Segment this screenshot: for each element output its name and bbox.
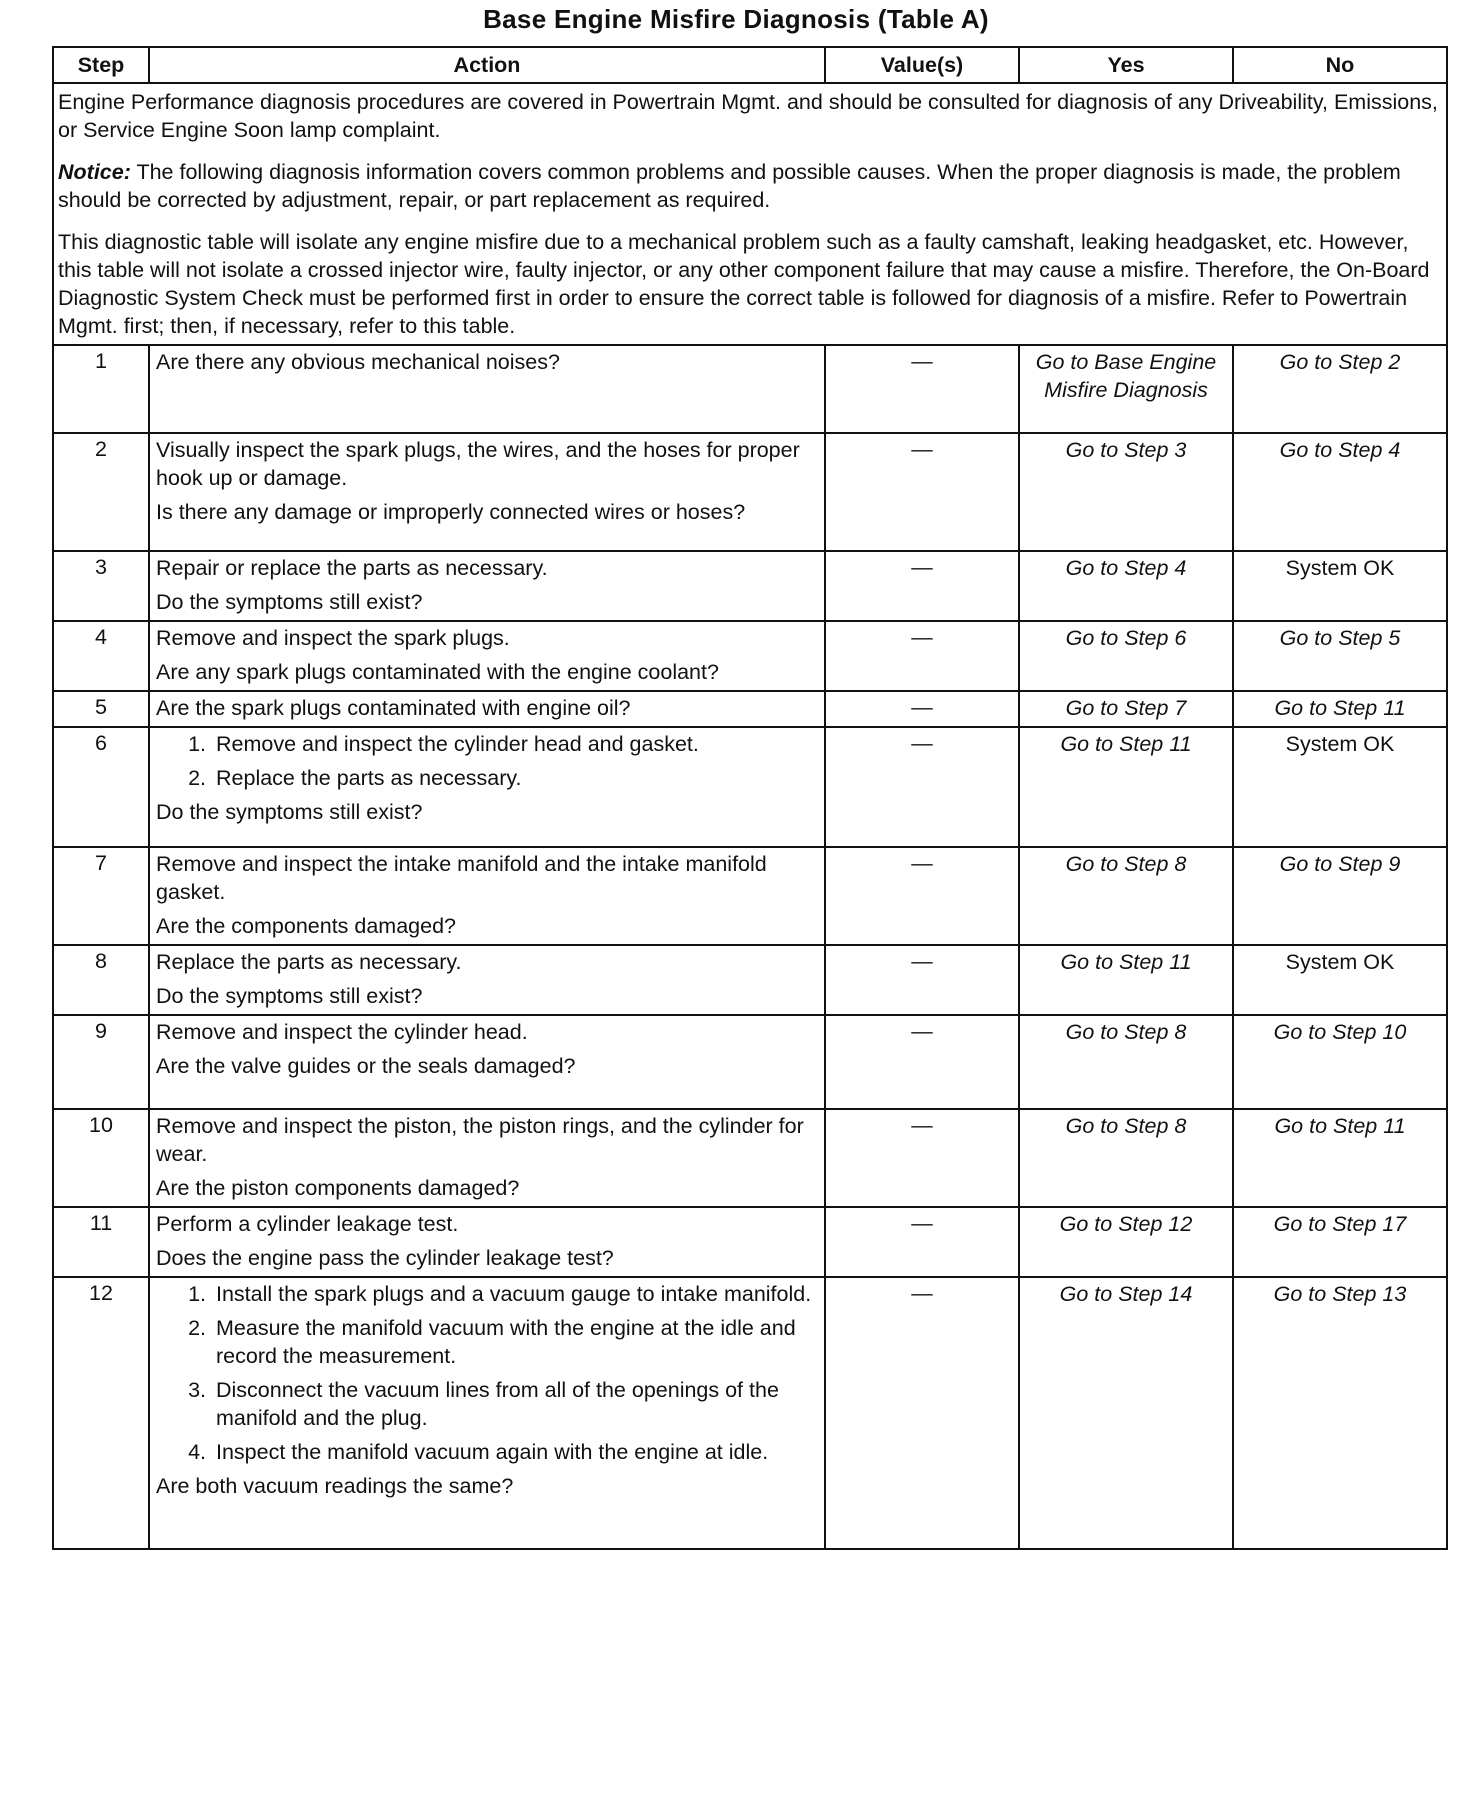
action-cell [149,345,825,433]
action-text: Are the piston components damaged? [156,1176,520,1200]
step-number: 3 [53,551,149,621]
action-list [156,730,820,792]
yes-cell: Go to Step 4 [1019,551,1233,621]
action-list-item: 3. Disconnect the vacuum lines from all of the openings of the manifold and the plug. [212,1376,820,1432]
action-text: Are any spark plugs contaminated with the engine coolant? [156,660,719,684]
step-number: 10 [53,1109,149,1207]
action-text: Remove and inspect the intake manifold and the intake manifold gasket. [156,852,767,904]
yes-cell: Go to Base Engine Misfire Diagnosis [1019,345,1233,433]
no-cell: Go to Step 11 [1233,691,1447,727]
value-cell: — [825,847,1019,945]
action-cell [149,433,825,551]
table-row [53,691,1447,727]
no-cell: Go to Step 2 [1233,345,1447,433]
scope-paragraph: This diagnostic table will isolate any engine misfire due to a mechanical problem such as a faulty camshaft, leaking headgasket, etc. However, this table will not isolate a crossed injector wire, faulty injector, or any other component failure that may cause a misfire. Therefore, the On-Board Diagnostic System Check must be performed first in order to ensure the correct table is followed for diagnosis of a misfire. Refer to Powertrain Mgmt. first; then, if necessary, refer to this table. [58,230,1430,338]
intro-paragraph: Engine Performance diagnosis procedures are covered in Powertrain Mgmt. and should be consulted for diagnosis of any Driveability, Emissions, or Service Engine Soon lamp complaint. [58,90,1438,142]
action-text: Are there any obvious mechanical noises? [156,350,560,374]
action-cell [149,945,825,1015]
step-number: 7 [53,847,149,945]
header-yes: Yes [1019,47,1233,83]
header-row [53,47,1447,83]
action-list-item: 2. Measure the manifold vacuum with the engine at the idle and record the measurement. [212,1314,820,1370]
no-cell: System OK [1233,551,1447,621]
action-text: Does the engine pass the cylinder leakage test? [156,1246,614,1270]
step-number: 4 [53,621,149,691]
value-cell: — [825,1109,1019,1207]
step-number: 11 [53,1207,149,1277]
yes-cell: Go to Step 8 [1019,1109,1233,1207]
action-cell [149,691,825,727]
no-cell: Go to Step 11 [1233,1109,1447,1207]
table-row [53,433,1447,551]
step-number: 8 [53,945,149,1015]
diagnosis-table [52,46,1448,1550]
value-cell: — [825,551,1019,621]
step-number: 9 [53,1015,149,1109]
yes-cell: Go to Step 8 [1019,847,1233,945]
header-no: No [1233,47,1447,83]
no-cell: System OK [1233,727,1447,847]
table-row [53,727,1447,847]
action-question: Are both vacuum readings the same? [156,1474,514,1498]
table-title: Base Engine Misfire Diagnosis (Table A) [483,4,989,34]
step-number: 1 [53,345,149,433]
intro-cell [53,83,1447,345]
value-cell: — [825,433,1019,551]
notice-paragraph [58,158,1442,214]
value-cell: — [825,345,1019,433]
action-cell [149,621,825,691]
action-text: Is there any damage or improperly connected wires or hoses? [156,500,746,524]
value-cell: — [825,621,1019,691]
action-text: Repair or replace the parts as necessary. [156,556,548,580]
no-cell: Go to Step 10 [1233,1015,1447,1109]
yes-cell: Go to Step 11 [1019,945,1233,1015]
action-list-item: 2. Replace the parts as necessary. [212,764,820,792]
action-cell [149,1109,825,1207]
value-cell: — [825,1015,1019,1109]
action-list-item: 1. Remove and inspect the cylinder head and gasket. [212,730,820,758]
action-text: Remove and inspect the piston, the piston rings, and the cylinder for wear. [156,1114,804,1166]
yes-cell: Go to Step 14 [1019,1277,1233,1549]
step-number: 5 [53,691,149,727]
action-text: Perform a cylinder leakage test. [156,1212,459,1236]
action-text: Are the valve guides or the seals damaged? [156,1054,576,1078]
action-cell [149,727,825,847]
action-list-item: 4. Inspect the manifold vacuum again with the engine at idle. [212,1438,820,1466]
notice-label: Notice: [58,160,131,184]
table-row [53,1109,1447,1207]
action-cell [149,1015,825,1109]
header-action: Action [149,47,825,83]
action-list-item: 1. Install the spark plugs and a vacuum gauge to intake manifold. [212,1280,820,1308]
yes-cell: Go to Step 11 [1019,727,1233,847]
action-cell [149,1207,825,1277]
action-cell [149,551,825,621]
action-list [156,1280,820,1466]
yes-cell: Go to Step 6 [1019,621,1233,691]
action-text: Do the symptoms still exist? [156,590,423,614]
step-number: 12 [53,1277,149,1549]
no-cell: Go to Step 5 [1233,621,1447,691]
header-step: Step [53,47,149,83]
table-row [53,621,1447,691]
header-value: Value(s) [825,47,1019,83]
value-cell: — [825,1277,1019,1549]
yes-cell: Go to Step 3 [1019,433,1233,551]
yes-cell: Go to Step 7 [1019,691,1233,727]
no-cell: System OK [1233,945,1447,1015]
no-cell: Go to Step 4 [1233,433,1447,551]
action-text: Are the components damaged? [156,914,457,938]
table-row [53,551,1447,621]
no-cell: Go to Step 17 [1233,1207,1447,1277]
table-row [53,847,1447,945]
value-cell: — [825,945,1019,1015]
action-cell [149,1277,825,1549]
action-text: Are the spark plugs contaminated with engine oil? [156,696,631,720]
notice-text: The following diagnosis information covers common problems and possible causes. When the proper diagnosis is made, the problem should be corrected by adjustment, repair, or part replacement as required. [58,160,1401,212]
value-cell: — [825,727,1019,847]
action-text: Remove and inspect the spark plugs. [156,626,510,650]
no-cell: Go to Step 13 [1233,1277,1447,1549]
action-question: Do the symptoms still exist? [156,800,423,824]
action-text: Remove and inspect the cylinder head. [156,1020,528,1044]
table-row [53,1277,1447,1549]
table-row [53,945,1447,1015]
action-text: Do the symptoms still exist? [156,984,423,1008]
value-cell: — [825,1207,1019,1277]
intro-row [53,83,1447,345]
no-cell: Go to Step 9 [1233,847,1447,945]
step-number: 2 [53,433,149,551]
table-row [53,1015,1447,1109]
action-cell [149,847,825,945]
step-number: 6 [53,727,149,847]
table-row [53,1207,1447,1277]
yes-cell: Go to Step 12 [1019,1207,1233,1277]
yes-cell: Go to Step 8 [1019,1015,1233,1109]
action-text: Replace the parts as necessary. [156,950,462,974]
action-text: Visually inspect the spark plugs, the wires, and the hoses for proper hook up or damage. [156,438,800,490]
table-row [53,345,1447,433]
value-cell: — [825,691,1019,727]
